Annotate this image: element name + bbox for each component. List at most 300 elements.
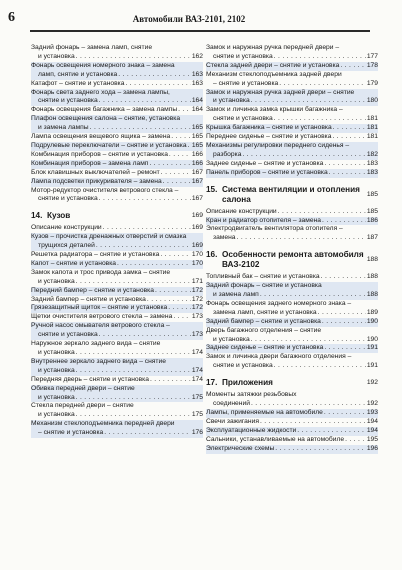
entry-text: – снятие и установка	[38, 429, 104, 437]
page-number-ref: 188	[366, 291, 378, 299]
page-number-ref: 170	[191, 259, 203, 267]
toc-entry-line	[206, 160, 378, 169]
page-number-ref: 186	[366, 216, 378, 224]
dot-leader	[160, 251, 190, 260]
section-heading	[31, 211, 203, 221]
entry-text: снятие и установка	[38, 97, 98, 105]
dot-leader	[332, 133, 365, 142]
toc-entry[interactable]	[31, 260, 203, 269]
dot-leader	[147, 296, 191, 305]
toc-entry[interactable]	[31, 251, 203, 260]
toc-entry-line	[206, 445, 378, 454]
section-heading	[206, 185, 378, 205]
entry-text: Замок и личинка двери багажного отделения –	[206, 353, 352, 361]
dot-leader	[90, 124, 191, 133]
page-number-ref: 181	[366, 115, 378, 123]
entry-text: Фонарь освещения багажника – замена лампы	[31, 106, 178, 114]
entry-text: Решетка радиатора – снятие и установка	[31, 251, 160, 259]
page-number-ref: 173	[191, 313, 203, 321]
dot-leader	[251, 336, 366, 345]
entry-text: Щетки очистителя ветрового стекла – замена	[31, 313, 173, 321]
page-number-ref: 185	[366, 190, 378, 198]
toc-entry[interactable]	[31, 296, 203, 305]
entry-text: Катафот – снятие и установка	[31, 79, 125, 87]
entry-text: Сальники, устанавливаемые на автомобиле	[206, 435, 345, 443]
toc-entry[interactable]	[31, 80, 203, 89]
toc-entry-line	[31, 178, 203, 187]
toc-entry-line	[31, 304, 203, 313]
page-number-ref: 174	[191, 349, 203, 356]
section-title: Система вентиляции и отопления салона	[222, 184, 360, 204]
toc-entry[interactable]	[206, 62, 378, 71]
page-number-ref: 164	[191, 97, 203, 105]
dot-leader	[275, 445, 366, 454]
entry-text: Мотор-редуктор очистителя ветрового стекла –	[31, 186, 179, 194]
entry-text: Комбинация приборов – снятие и установка	[31, 150, 168, 158]
toc-entry[interactable]	[206, 436, 378, 445]
page-number-ref: 181	[366, 133, 378, 141]
toc-entry-line	[31, 322, 203, 331]
toc-entry[interactable]	[31, 322, 203, 340]
entry-text: Обивка передней двери – снятие	[31, 384, 135, 392]
page-number-ref: 176	[191, 429, 203, 437]
toc-entry[interactable]	[206, 44, 378, 62]
entry-text: трущихся деталей	[38, 242, 95, 250]
toc-entry[interactable]	[206, 427, 378, 436]
page-number-ref: 165	[191, 141, 203, 149]
page-number-ref: 193	[366, 409, 378, 416]
toc-entry-line	[31, 278, 203, 287]
dot-leader	[117, 260, 191, 269]
toc-entry[interactable]	[31, 169, 203, 178]
page-number-ref: 182	[366, 150, 378, 158]
dot-leader	[251, 97, 366, 106]
page-number-ref: 169	[191, 212, 203, 220]
entry-text: Заднее сиденье – снятие и установка	[206, 159, 324, 167]
page-number-ref: 196	[366, 444, 378, 452]
page-number-ref: 165	[191, 124, 203, 132]
entry-text: соединений	[213, 400, 250, 408]
entry-text: и установка	[38, 393, 75, 401]
entry-text: Свечи зажигания	[206, 417, 259, 425]
toc-entry[interactable]	[31, 402, 203, 420]
entry-text: замена	[213, 234, 236, 242]
toc-entry[interactable]	[31, 178, 203, 187]
toc-entry-line	[206, 282, 378, 291]
entry-text: Внутреннее зеркало заднего вида – снятие	[31, 357, 166, 365]
dot-leader	[125, 80, 190, 89]
toc-entry[interactable]	[31, 142, 203, 151]
entry-text: и замена ламп	[213, 291, 259, 299]
dot-leader	[103, 224, 191, 233]
toc-entry-line	[206, 133, 378, 142]
section-title: Кузов	[47, 211, 71, 221]
page-number-ref: 195	[366, 435, 378, 443]
dot-leader	[324, 160, 365, 169]
dot-leader	[76, 394, 191, 403]
toc-entry-line	[31, 331, 203, 340]
toc-entry-line	[31, 260, 203, 269]
toc-entry[interactable]	[206, 106, 378, 124]
entry-text: – снятие и установка	[213, 79, 279, 87]
page-number-ref: 163	[191, 70, 203, 78]
toc-entry[interactable]	[31, 233, 203, 251]
toc-entry-line	[31, 269, 203, 278]
toc-entry[interactable]	[31, 44, 203, 62]
entry-text: и установка	[213, 97, 250, 105]
toc-entry[interactable]	[206, 208, 378, 217]
toc-entry-line	[31, 53, 203, 62]
dot-leader	[99, 195, 191, 204]
section-number: 15.	[206, 184, 218, 194]
toc-entry[interactable]	[31, 133, 203, 142]
toc-entry-line	[206, 208, 378, 217]
dot-leader	[76, 411, 191, 420]
section-number: 16.	[206, 250, 218, 260]
toc-entry-line	[206, 142, 378, 151]
toc-entry[interactable]	[206, 273, 378, 282]
toc-entry-line	[206, 115, 378, 124]
entry-text: Лампы, применяемые на автомобиле	[206, 409, 323, 416]
dot-leader	[96, 242, 191, 251]
page-number-ref: 174	[191, 375, 203, 383]
entry-text: Электродвигатель вентилятора отопителя –	[206, 225, 343, 233]
toc-entry-line	[31, 349, 203, 358]
page-number-ref: 165	[191, 133, 203, 141]
toc-entry-line	[206, 309, 378, 318]
page-number-ref: 194	[366, 426, 378, 434]
dot-leader	[321, 273, 366, 282]
entry-text: разборка	[213, 150, 242, 158]
toc-entry-line	[206, 427, 378, 436]
dot-leader	[251, 400, 366, 409]
entry-text: Фонарь освещения номерного знака – замена	[31, 61, 175, 69]
entry-text: и замена лампы	[38, 124, 89, 132]
toc-entry[interactable]	[31, 287, 203, 296]
dot-leader	[260, 418, 366, 427]
toc-entry[interactable]	[206, 225, 378, 243]
toc-entry[interactable]	[31, 160, 203, 169]
page-number-ref: 172	[191, 304, 203, 312]
toc-entry-line	[31, 195, 203, 204]
toc-entry-line	[31, 224, 203, 233]
entry-text: Подрулевые переключатели – снятие и установка	[31, 141, 187, 149]
toc-entry-line	[206, 409, 378, 418]
entry-text: и установка	[38, 52, 75, 60]
toc-entry-line	[31, 44, 203, 53]
dot-leader	[345, 436, 366, 445]
toc-entry[interactable]	[31, 376, 203, 385]
header-rule	[30, 30, 370, 32]
toc-entry-line	[206, 169, 378, 178]
page-number-ref: 188	[366, 273, 378, 281]
toc-entry[interactable]	[31, 420, 203, 438]
toc-entry-line	[31, 251, 203, 260]
entry-text: Панель приборов – снятие и установка	[206, 168, 328, 176]
toc-entry-line	[31, 429, 203, 438]
toc-entry-line	[31, 169, 203, 178]
toc-entry-line	[206, 336, 378, 345]
toc-entry-line	[206, 106, 378, 115]
entry-text: Механизм стеклоподъемника передней двери	[31, 420, 175, 428]
page-number-ref: 171	[191, 277, 203, 285]
toc-entry-line	[31, 71, 203, 80]
entry-text: Передний бампер – снятие и установка	[31, 286, 154, 294]
dot-leader	[76, 278, 191, 287]
entry-text: Описание конструкции	[31, 224, 102, 232]
page-number-ref: 190	[366, 335, 378, 343]
toc-entry[interactable]	[31, 224, 203, 233]
page-number-ref: 169	[191, 224, 203, 232]
toc-entry-line	[31, 187, 203, 196]
entry-text: замена ламп, снятие и установка	[213, 308, 317, 316]
dot-leader	[76, 53, 191, 62]
entry-text: Электрические схемы	[206, 444, 275, 452]
toc-entry[interactable]	[31, 340, 203, 358]
entry-text: Замок и наружная ручка передней двери –	[206, 44, 340, 51]
toc-entry-line	[31, 80, 203, 89]
dot-leader	[340, 62, 365, 71]
dot-leader	[118, 71, 191, 80]
toc-entry[interactable]	[31, 358, 203, 376]
toc-entry[interactable]	[206, 344, 378, 353]
toc-entry-line	[206, 97, 378, 106]
page-number-ref: 183	[366, 159, 378, 167]
toc-entry-line	[206, 151, 378, 160]
entry-text: Задний бампер – снятие и установка	[31, 295, 146, 303]
entry-text: Задний фонарь – замена ламп, снятие	[31, 44, 153, 51]
toc-entry-line	[31, 296, 203, 305]
page-number-ref: 190	[366, 317, 378, 325]
page-number-ref: 162	[191, 52, 203, 60]
entry-text: Лампа подсветки прикуривателя – замена	[31, 177, 162, 185]
toc-entry-line	[206, 291, 378, 300]
toc-entry[interactable]	[206, 133, 378, 142]
dot-leader	[163, 178, 191, 187]
page-number-ref: 183	[366, 168, 378, 176]
page-number-ref: 174	[191, 366, 203, 374]
entry-text: снятие и установка	[213, 115, 273, 123]
toc-entry-line	[31, 62, 203, 71]
dot-leader	[242, 151, 365, 160]
page-number-ref: 169	[191, 242, 203, 250]
dot-leader	[169, 151, 191, 160]
entry-text: Переднее сиденье – снятие и установка	[206, 133, 332, 141]
toc-entry-line	[206, 436, 378, 445]
page-number-ref: 175	[191, 411, 203, 419]
dot-leader	[324, 344, 365, 353]
page-number-ref: 164	[191, 106, 203, 114]
toc-entry[interactable]	[206, 445, 378, 454]
toc-right-column	[206, 44, 378, 454]
page-header	[8, 10, 370, 27]
page-number-ref: 166	[191, 150, 203, 158]
toc-entry-line	[31, 385, 203, 394]
toc-entry-line	[206, 353, 378, 362]
toc-entry-line	[31, 287, 203, 296]
dot-leader	[171, 133, 191, 142]
dot-leader	[149, 160, 190, 169]
toc-entry-line	[206, 391, 378, 400]
toc-entry[interactable]	[206, 418, 378, 427]
toc-entry-line	[206, 44, 378, 53]
toc-entry-line	[206, 344, 378, 353]
toc-entry-line	[31, 233, 203, 242]
section-title: Особенности ремонта автомобиля ВАЗ-2102	[222, 250, 364, 270]
page-number-ref: 191	[366, 344, 378, 352]
section-heading	[206, 250, 378, 270]
toc-entry-line	[31, 394, 203, 403]
toc-entry[interactable]	[206, 71, 378, 89]
section-number: 14.	[31, 211, 43, 221]
entry-text: Топливный бак – снятие и установка	[206, 273, 320, 281]
entry-text: Задний фонарь – снятие и установка	[206, 282, 322, 290]
toc-entry[interactable]	[206, 318, 378, 327]
toc-entry-line	[31, 106, 203, 115]
toc-entry[interactable]	[31, 187, 203, 205]
page-number-ref: 181	[366, 124, 378, 132]
section-number: 17.	[206, 378, 218, 388]
toc-entry-line	[206, 273, 378, 282]
toc-entry-line	[206, 318, 378, 327]
entry-text: ламп, снятие и установка	[38, 70, 118, 78]
toc-entry-line	[206, 234, 378, 243]
toc-entry[interactable]	[206, 89, 378, 107]
toc-entry[interactable]	[31, 106, 203, 115]
toc-entry-line	[31, 97, 203, 106]
entry-text: Капот – снятие и установка	[31, 259, 117, 267]
toc-entry-line	[206, 62, 378, 71]
dot-leader	[324, 409, 366, 418]
toc-entry[interactable]	[206, 169, 378, 178]
entry-text: Замок и личинка замка крышки багажника –	[206, 106, 343, 114]
entry-text: Комбинация приборов – замена ламп	[31, 159, 149, 167]
toc-entry[interactable]	[31, 313, 203, 322]
entry-text: Описание конструкции	[206, 207, 277, 215]
toc-entry-line	[31, 89, 203, 98]
toc-entry[interactable]	[31, 385, 203, 403]
entry-text: Плафон освещения салона – снятие, установка	[31, 115, 181, 123]
page-number-ref: 188	[366, 256, 378, 264]
entry-text: снятие и установка	[213, 52, 273, 60]
page-number-ref: 189	[366, 308, 378, 316]
dot-leader	[178, 106, 191, 115]
dot-leader	[104, 429, 191, 438]
dot-leader	[237, 234, 366, 243]
toc-entry-line	[206, 80, 378, 89]
dot-leader	[322, 217, 366, 226]
entry-text: Механизм стеклоподъемника задней двери	[206, 70, 342, 78]
page-number-ref: 194	[366, 417, 378, 425]
toc-entry[interactable]	[206, 160, 378, 169]
entry-text: Фонарь света заднего хода – замена лампы,	[31, 88, 170, 96]
dot-leader	[168, 304, 191, 313]
toc-entry[interactable]	[31, 304, 203, 313]
toc-entry-line	[31, 367, 203, 376]
entry-text: Эксплуатационные жидкости	[206, 426, 297, 434]
dot-leader	[274, 362, 366, 371]
dot-leader	[297, 427, 366, 436]
toc-entry[interactable]	[206, 217, 378, 226]
toc-entry-line	[206, 400, 378, 409]
toc-entry-line	[206, 327, 378, 336]
section-title: Приложения	[222, 378, 273, 388]
page-number-ref: 187	[366, 234, 378, 242]
toc-entry[interactable]	[206, 353, 378, 371]
dot-leader	[155, 287, 191, 296]
dot-leader	[99, 331, 191, 340]
entry-text: Дверь багажного отделения – снятие	[206, 326, 322, 334]
dot-leader	[329, 169, 366, 178]
toc-entry[interactable]	[31, 151, 203, 160]
toc-entry-line	[31, 242, 203, 251]
toc-entry-line	[31, 151, 203, 160]
page-number-ref: 167	[191, 168, 203, 176]
toc-entry-line	[206, 124, 378, 133]
toc-entry[interactable]	[31, 115, 203, 133]
toc-entry[interactable]	[31, 269, 203, 287]
entry-text: и установка	[38, 277, 75, 285]
entry-text: Стекла задней двери – снятие и установка	[206, 61, 340, 69]
page-number-ref: 180	[366, 97, 378, 105]
entry-text: Механизмы регулировки переднего сиденья –	[206, 141, 350, 149]
entry-text: Кран и радиатор отопителя – замена	[206, 216, 322, 224]
toc-entry[interactable]	[31, 89, 203, 107]
toc-entry-line	[31, 402, 203, 411]
entry-text: снятие и установка	[38, 195, 98, 203]
section-heading	[206, 378, 378, 388]
entry-text: Лампа освещения вещевого ящика – замена	[31, 133, 171, 141]
toc-entry[interactable]	[206, 327, 378, 345]
toc-entry[interactable]	[206, 391, 378, 409]
entry-text: Блок клавишных выключателей – ремонт	[31, 168, 160, 176]
toc-entry-line	[206, 300, 378, 309]
page-number-ref: 192	[366, 379, 378, 387]
page-number-ref: 192	[366, 400, 378, 408]
dot-leader	[260, 291, 366, 300]
dot-leader	[99, 97, 191, 106]
toc-entry[interactable]	[206, 300, 378, 318]
toc-entry[interactable]	[31, 62, 203, 80]
toc-entry[interactable]	[206, 142, 378, 160]
entry-text: и установка	[38, 349, 75, 356]
page-number-ref: 177	[366, 52, 378, 60]
page-number-ref: 178	[366, 61, 378, 69]
dot-leader	[76, 367, 191, 376]
toc-entry-line	[31, 313, 203, 322]
page-number-ref: 172	[191, 286, 203, 294]
page-number-ref: 166	[191, 159, 203, 167]
toc-entry-line	[31, 115, 203, 124]
page-number-ref: 191	[366, 362, 378, 370]
toc-entry-line	[206, 362, 378, 371]
toc-entry[interactable]	[206, 282, 378, 300]
page-number-ref: 173	[191, 331, 203, 339]
page-number-ref: 185	[366, 207, 378, 215]
toc-entry-line	[206, 217, 378, 226]
dot-leader	[274, 53, 366, 62]
entry-text: снятие и установка	[213, 362, 273, 370]
toc-entry[interactable]	[206, 124, 378, 133]
dot-leader	[173, 313, 191, 322]
dot-leader	[333, 124, 366, 133]
entry-text: Фонарь освещения заднего номерного знака –	[206, 299, 352, 307]
entry-text: Передняя дверь – снятие и установка	[31, 375, 149, 383]
dot-leader	[188, 142, 191, 151]
dot-leader	[318, 309, 366, 318]
toc-entry-line	[31, 124, 203, 133]
toc-entry[interactable]	[206, 409, 378, 418]
